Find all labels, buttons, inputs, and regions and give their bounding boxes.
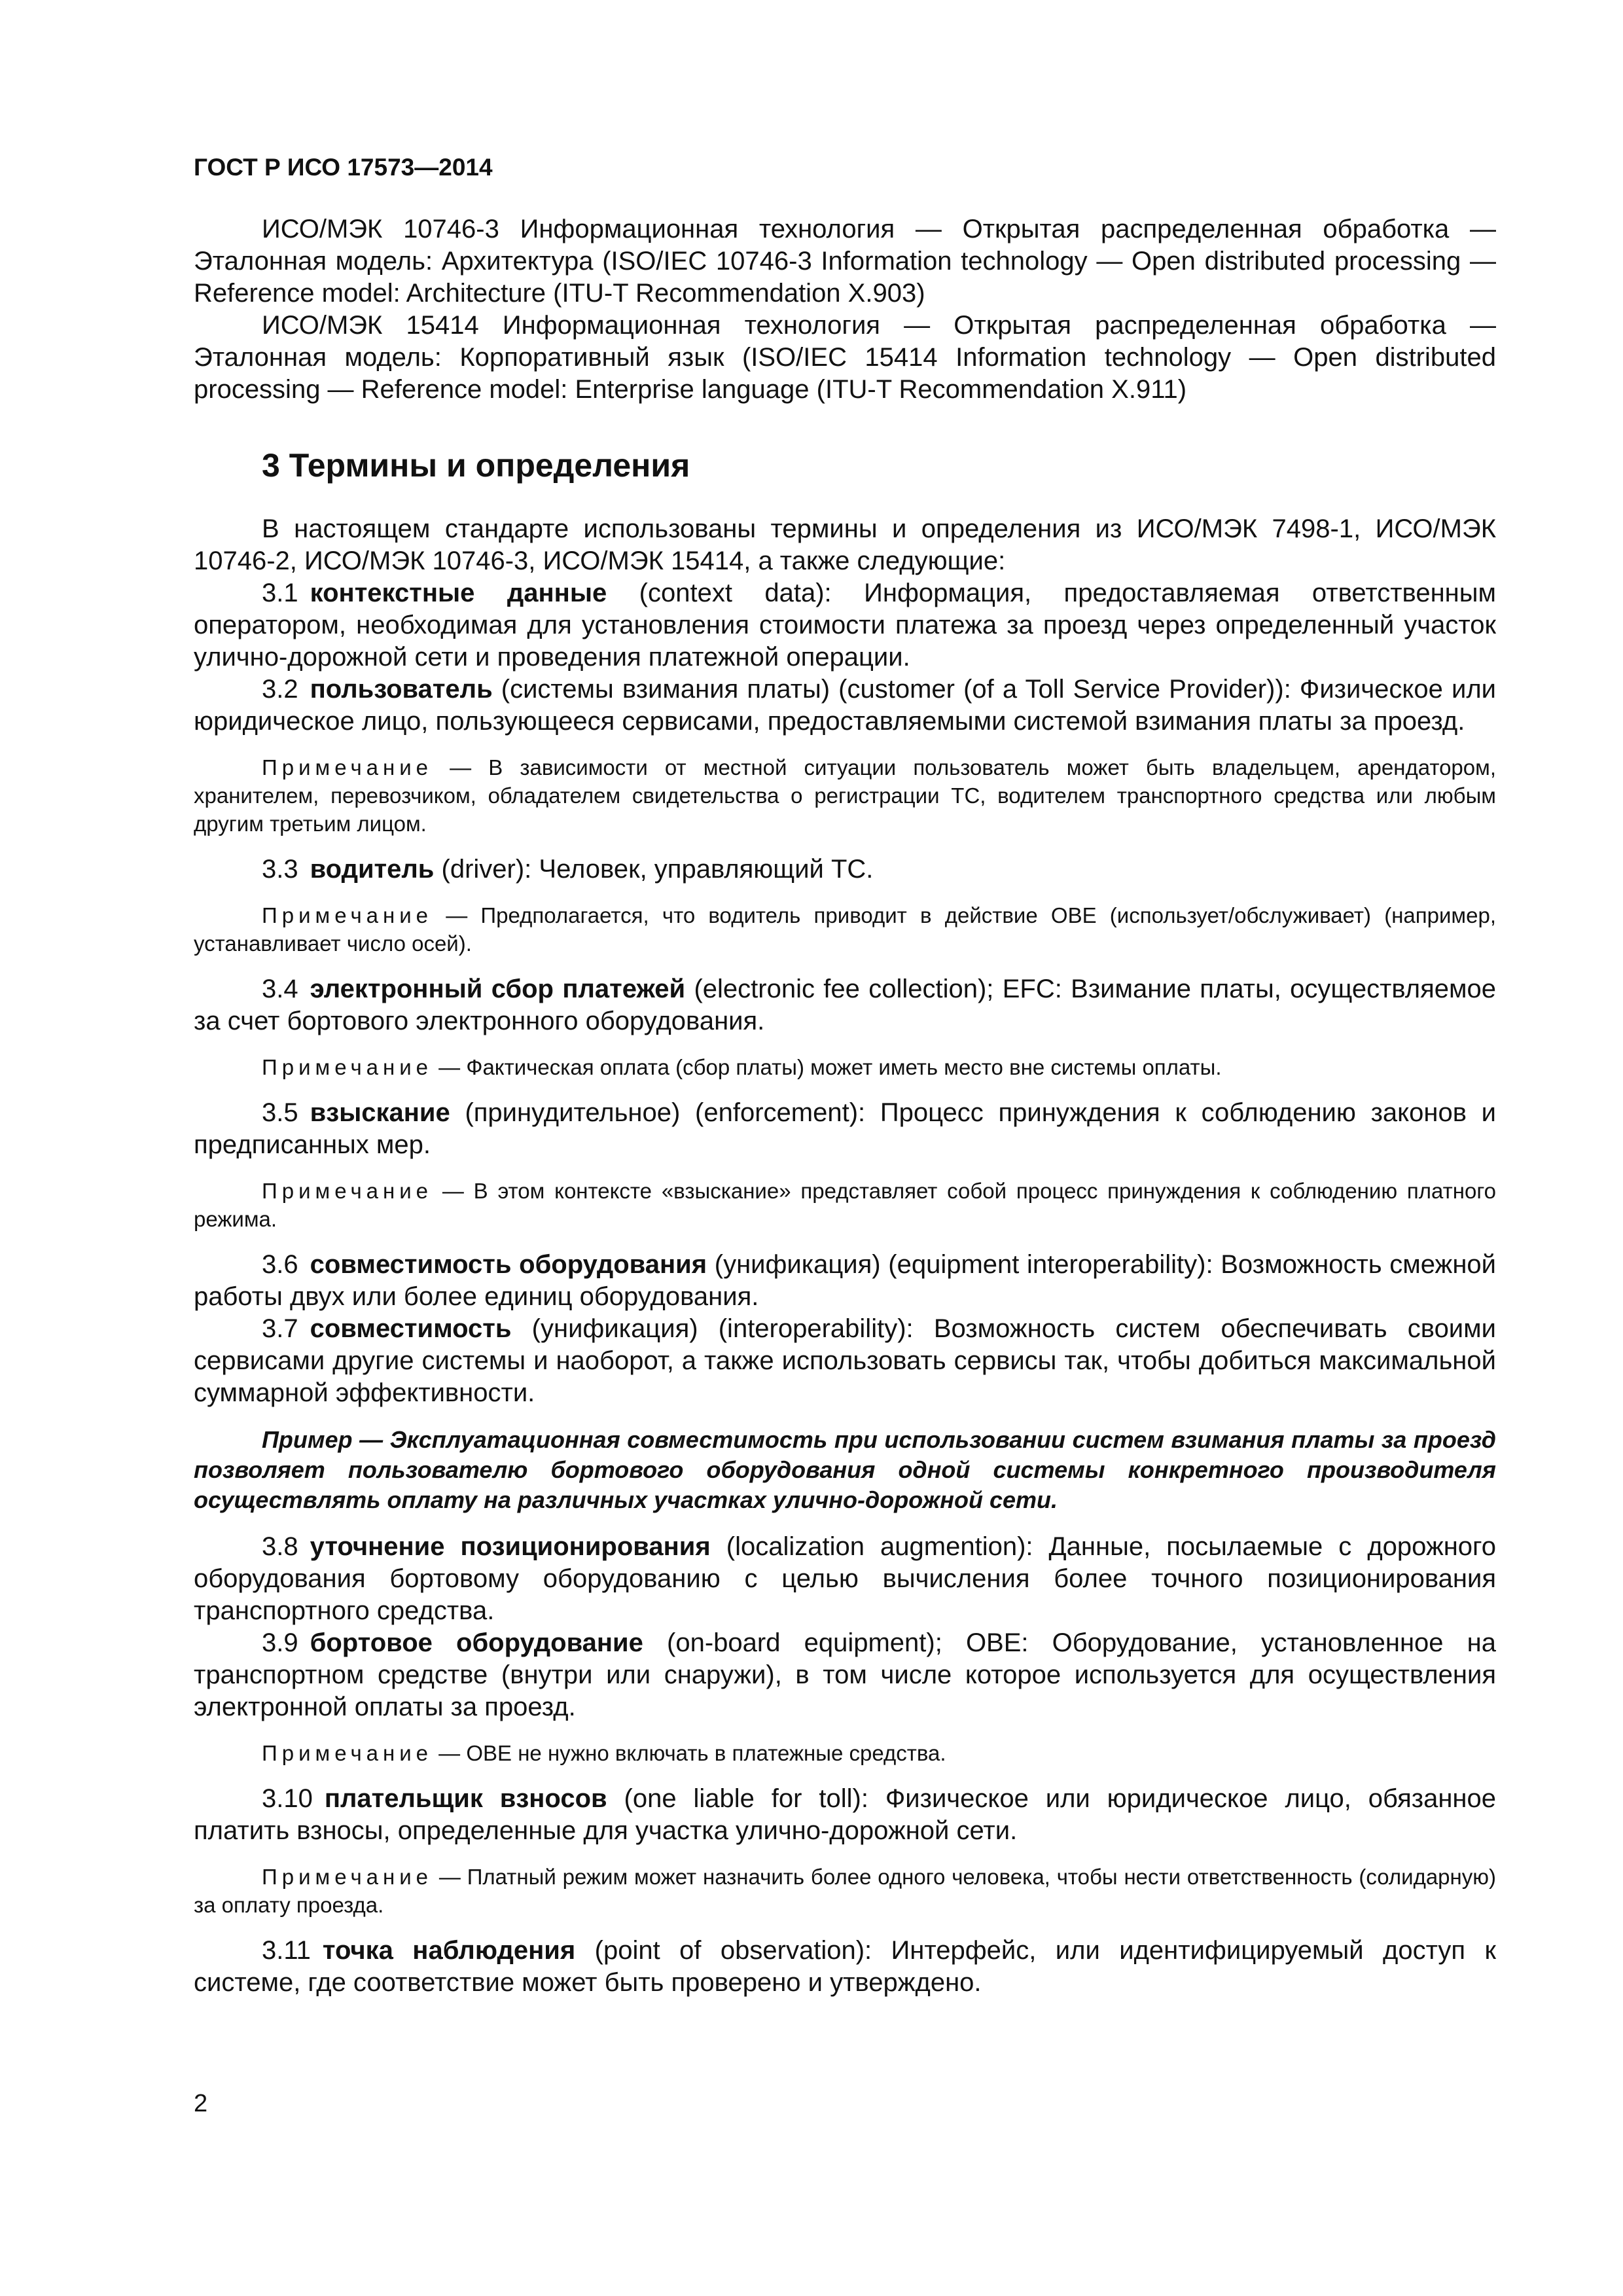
note-label: Примечание [262, 903, 433, 927]
term-definition: (системы взимания платы) (customer (of a Toll Service Provider)): Физическое или юридическое лицо, пользующееся сервисами, предоставляемыми системой взимания платы за проезд. [194, 675, 1496, 736]
term-number: 3.11 [262, 1936, 311, 1965]
term-3-3 [194, 853, 1496, 886]
document-header: ГОСТ Р ИСО 17573—2014 [194, 154, 493, 181]
term-3-9 [194, 1627, 1496, 1723]
note-label: Примечание [262, 1865, 433, 1889]
note-3-5 [194, 1177, 1496, 1233]
term-number: 3.10 [262, 1784, 313, 1813]
term-name: водитель [310, 855, 435, 884]
term-definition: (context data): Информация, предоставляемая ответственным оператором, необходимая для установления стоимости платежа за проезд через определенный участок улично-дорожной сети и проведения платежной операции. [194, 579, 1497, 672]
term-number: 3.1 [262, 579, 298, 607]
term-3-2 [194, 673, 1496, 738]
note-3-4 [194, 1053, 1496, 1081]
term-name: совместимость [310, 1314, 512, 1343]
note-3-3 [194, 901, 1496, 958]
note-text: — В этом контексте «взыскание» представляет собой процесс принуждения к соблюдению платного режима. [194, 1179, 1496, 1231]
term-definition: (point of observation): Интерфейс, или идентифицируемый доступ к системе, где соответствие может быть проверено и утверждено. [194, 1936, 1496, 1997]
term-definition: (driver): Человек, управляющий ТС. [434, 855, 874, 884]
term-name: контекстные данные [310, 579, 607, 607]
term-3-5 [194, 1097, 1496, 1161]
term-name: пользователь [310, 675, 493, 704]
note-3-9 [194, 1739, 1496, 1767]
term-name: бортовое оборудование [310, 1628, 643, 1657]
term-3-10 [194, 1783, 1496, 1847]
reference-15414: ИСО/МЭК 15414 Информационная технология — Открытая распределенная обработка — Эталонная модель: Корпоративный язык (ISO/IEC 15414 Information technology — Open distributed processing — Reference model: Enterprise language (ITU-T Recommendation X.911) [194, 311, 1496, 404]
term-number: 3.3 [262, 855, 298, 884]
term-name: плательщик взносов [324, 1784, 607, 1813]
term-definition: (electronic fee collection); EFC: Взимание платы, осуществляемое за счет бортового электронного оборудования. [194, 975, 1496, 1035]
note-3-10 [194, 1863, 1496, 1919]
term-3-11 [194, 1935, 1496, 1999]
term-name: точка наблюдения [322, 1936, 576, 1965]
note-text: — В зависимости от местной ситуации пользователь может быть владельцем, арендатором, хранителем, перевозчиком, обладателем свидетельства о регистрации ТС, водителем транспортного средства или любым другим третьим лицом. [194, 755, 1496, 836]
section-intro: В настоящем стандарте использованы термины и определения из ИСО/МЭК 7498-1, ИСО/МЭК 10746-2, ИСО/МЭК 10746-3, ИСО/МЭК 15414, а также следующие: [194, 514, 1496, 575]
term-3-6 [194, 1249, 1496, 1313]
term-definition: (one liable for toll): Физическое или юридическое лицо, обязанное платить взносы, определенные для участка улично-дорожной сети. [194, 1784, 1496, 1845]
term-3-1 [194, 577, 1496, 673]
term-definition: (унификация) (equipment interoperability): Возможность смежной работы двух или более единиц оборудования. [194, 1250, 1496, 1311]
term-number: 3.4 [262, 975, 298, 1003]
term-number: 3.5 [262, 1098, 298, 1127]
note-text: — OBE не нужно включать в платежные средства. [433, 1741, 946, 1765]
term-3-4 [194, 973, 1496, 1037]
note-text: — Фактическая оплата (сбор платы) может иметь место вне системы оплаты. [433, 1055, 1222, 1079]
note-label: Примечание [262, 755, 433, 780]
term-number: 3.2 [262, 675, 298, 704]
section-title: 3 Термины и определения [262, 447, 690, 484]
term-number: 3.8 [262, 1532, 298, 1561]
note-text: — Платный режим может назначить более одного человека, чтобы нести ответственность (солидарную) за оплату проезда. [194, 1865, 1496, 1917]
note-label: Примечание [262, 1179, 433, 1203]
page-number: 2 [194, 2090, 208, 2117]
reference-10746-3: ИСО/МЭК 10746-3 Информационная технология — Открытая распределенная обработка — Эталонная модель: Архитектура (ISO/IEC 10746-3 Information technology — Open distributed processing — Reference model: Architecture (ITU-T Recommendation X.903) [194, 215, 1496, 308]
term-definition: (on-board equipment); OBE: Оборудование, установленное на транспортном средстве (внутри или снаружи), в том числе которое используется для осуществления электронной оплаты за проезд. [194, 1628, 1496, 1721]
note-3-2 [194, 753, 1496, 838]
term-name: электронный сбор платежей [310, 975, 686, 1003]
example-3-7: Пример — Эксплуатационная совместимость при использовании систем взимания платы за проезд позволяет пользователю бортового оборудования одной системы конкретного производителя осуществлять оплату на различных участках улично-дорожной сети. [194, 1426, 1496, 1513]
term-number: 3.6 [262, 1250, 298, 1279]
term-definition: (принудительное) (enforcement): Процесс принуждения к соблюдению законов и предписанных мер. [194, 1098, 1496, 1159]
term-definition: (localization augmention): Данные, посылаемые с дорожного оборудования бортовому оборудованию с целью вычисления более точного позиционирования транспортного средства. [194, 1532, 1497, 1625]
note-text: — Предполагается, что водитель приводит в действие OBE (использует/обслуживает) (например, устанавливает число осей). [194, 903, 1496, 956]
term-number: 3.7 [262, 1314, 298, 1343]
term-number: 3.9 [262, 1628, 298, 1657]
note-label: Примечание [262, 1055, 433, 1079]
term-name: взыскание [310, 1098, 450, 1127]
note-label: Примечание [262, 1741, 433, 1765]
term-definition: (унификация) (interoperability): Возможность систем обеспечивать своими сервисами другие системы и наоборот, а также использовать сервисы так, чтобы добиться максимальной суммарной эффективности. [194, 1314, 1496, 1407]
term-3-7 [194, 1313, 1496, 1409]
document-page [194, 152, 1496, 1999]
term-3-8 [194, 1531, 1496, 1627]
term-name: уточнение позиционирования [310, 1532, 711, 1561]
term-name: совместимость оборудования [310, 1250, 707, 1279]
